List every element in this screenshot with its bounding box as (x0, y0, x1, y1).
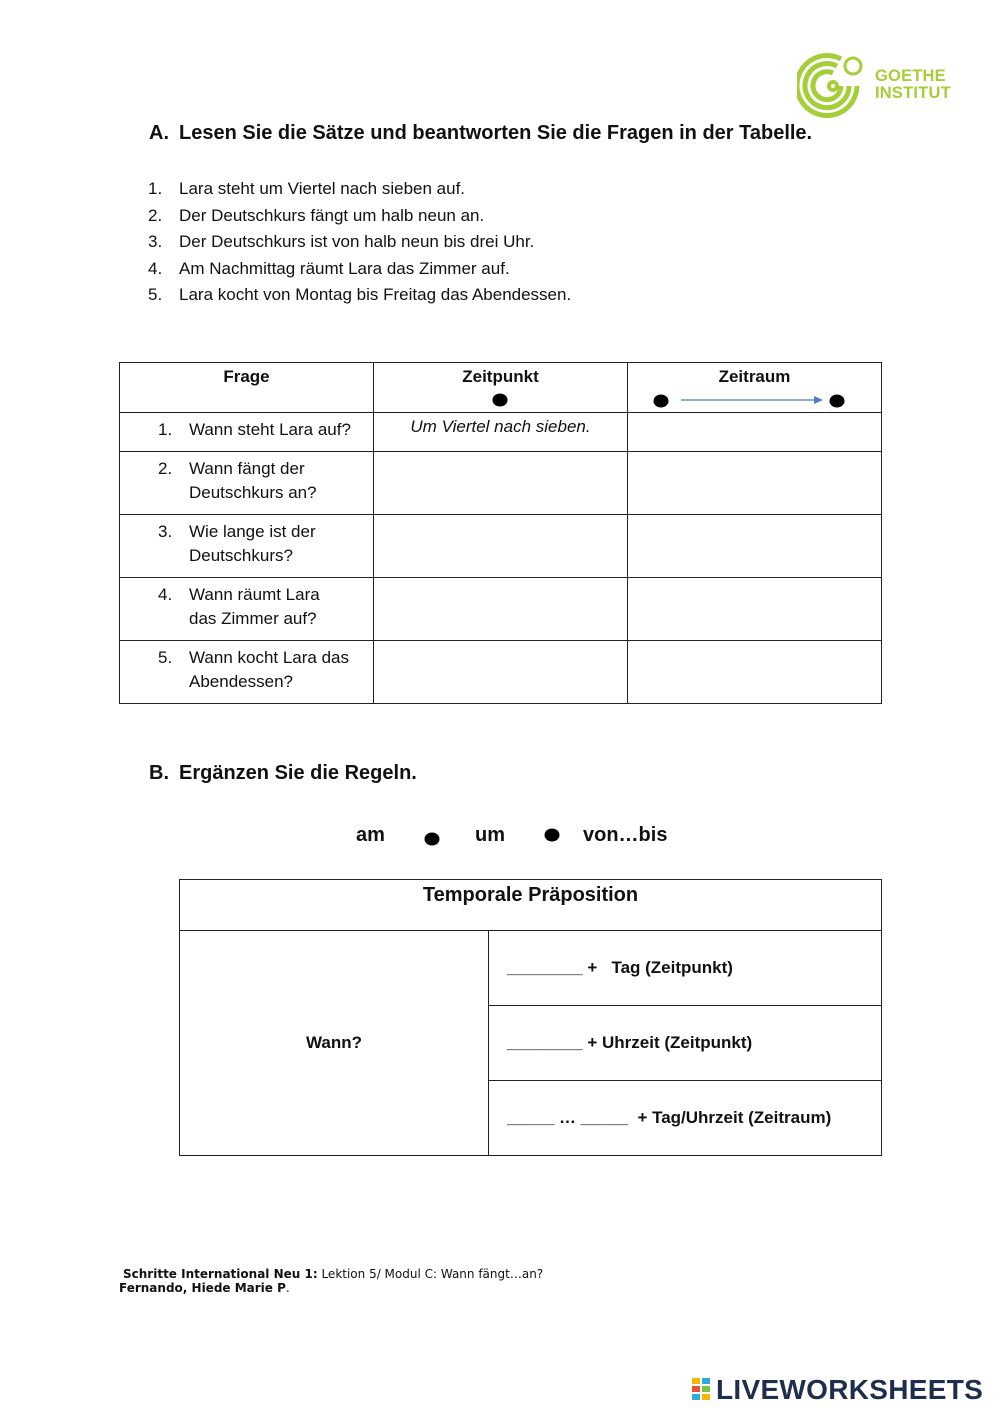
zeitpunkt-answer[interactable] (374, 515, 628, 578)
header-zeitraum-label: Zeitraum (718, 367, 791, 386)
header-zeitpunkt (374, 363, 628, 413)
footer-line-1 (119, 1267, 543, 1281)
rule-um[interactable]: ________ + Uhrzeit (Zeitpunkt) (489, 1006, 882, 1081)
question-number: 4. (158, 585, 173, 604)
section-b-title: Ergänzen Sie die Regeln. (179, 762, 417, 784)
rule-am[interactable]: ________ + Tag (Zeitpunkt) (489, 931, 882, 1006)
logo-line-2: INSTITUT (875, 84, 951, 102)
footer-book: Schritte International Neu 1: (123, 1267, 318, 1281)
sentence-number: 3. (148, 232, 163, 251)
list-item (148, 205, 748, 232)
question-text: Wann fängt der Deutschkurs an? (189, 459, 317, 502)
table-row (120, 641, 882, 704)
footer-author: Fernando, Hiede Marie P (119, 1281, 286, 1295)
goethe-institut-logo (797, 52, 957, 120)
sentence-text: Der Deutschkurs fängt um halb neun an. (179, 205, 485, 225)
rule-von-bis[interactable]: _____ … _____ + Tag/Uhrzeit (Zeitraum) (489, 1081, 882, 1156)
question-cell (120, 452, 374, 515)
wann-cell: Wann? (180, 931, 489, 1156)
sentence-number: 2. (148, 205, 163, 225)
dot-separator-icon (544, 827, 562, 843)
sentence-list (148, 178, 748, 311)
section-b-heading (149, 762, 649, 788)
goethe-wordmark (875, 68, 951, 102)
question-cell (120, 413, 374, 452)
point-dot-icon (374, 391, 628, 411)
liveworksheets-blocks-icon (692, 1378, 714, 1406)
question-number: 1. (158, 420, 173, 439)
header-frage-label: Frage (223, 367, 270, 386)
rules-title-cell (180, 880, 882, 931)
sentence-text: Am Nachmittag räumt Lara das Zimmer auf. (179, 258, 510, 278)
header-zeitpunkt-label: Zeitpunkt (462, 367, 539, 386)
table-row (120, 578, 882, 641)
question-number: 2. (158, 459, 173, 478)
question-number: 5. (158, 648, 173, 667)
footer-credits (119, 1267, 543, 1295)
rules-title-row (180, 880, 882, 931)
zeitpunkt-answer[interactable]: Um Viertel nach sieben. (374, 413, 628, 452)
header-zeitraum (628, 363, 882, 413)
footer-line-2 (119, 1281, 543, 1295)
section-a-title: Lesen Sie die Sätze und beantworten Sie die Fragen in der Tabelle. (179, 122, 813, 144)
question-text: Wann steht Lara auf? (189, 420, 351, 439)
footer-lesson: Lektion 5/ Modul C: Wann fängt…an? (317, 1267, 544, 1281)
list-item (148, 258, 748, 285)
preposition-am[interactable]: am (356, 824, 385, 846)
zeitraum-answer[interactable] (628, 641, 882, 704)
sentence-text: Lara kocht von Montag bis Freitag das Abendessen. (179, 285, 572, 304)
question-table (119, 362, 882, 704)
preposition-um[interactable]: um (475, 824, 505, 846)
table-row (120, 413, 882, 452)
sentence-text: Lara steht um Viertel nach sieben auf. (179, 179, 466, 198)
question-cell (120, 578, 374, 641)
zeitpunkt-answer[interactable] (374, 578, 628, 641)
rules-title: Temporale Präposition (422, 884, 639, 906)
question-number: 3. (158, 522, 173, 541)
sentence-text: Der Deutschkurs ist von halb neun bis drei Uhr. (179, 232, 535, 251)
dot-separator-icon (424, 831, 442, 847)
section-b-letter: B. (149, 762, 169, 784)
goethe-logo-icon (797, 52, 869, 120)
zeitpunkt-answer[interactable] (374, 641, 628, 704)
list-item (148, 178, 748, 205)
question-text: Wann kocht Lara das Abendessen? (189, 648, 350, 691)
table-row (120, 515, 882, 578)
zeitraum-answer[interactable] (628, 515, 882, 578)
question-cell (120, 515, 374, 578)
footer-author-suffix: . (285, 1281, 290, 1295)
rules-table (179, 879, 882, 1156)
zeitraum-answer[interactable] (628, 452, 882, 515)
question-text: Wie lange ist der Deutschkurs? (189, 522, 316, 565)
zeitraum-answer[interactable] (628, 413, 882, 452)
logo-line-1: GOETHE (875, 67, 946, 85)
section-a-heading (149, 122, 909, 148)
table-row (120, 452, 882, 515)
header-frage (120, 363, 374, 413)
sentence-number: 4. (148, 258, 163, 278)
zeitraum-answer[interactable] (628, 578, 882, 641)
timespan-arrow-icon (628, 391, 882, 411)
table-header-row (120, 363, 882, 413)
list-item (148, 231, 748, 258)
section-a-letter: A. (149, 122, 169, 144)
list-item (148, 284, 748, 311)
liveworksheets-wordmark: LIVEWORKSHEETS (716, 1374, 984, 1405)
preposition-von-bis[interactable]: von…bis (583, 824, 668, 846)
table-row (180, 931, 882, 1006)
sentence-number: 5. (148, 285, 163, 304)
zeitpunkt-answer[interactable] (374, 452, 628, 515)
question-cell (120, 641, 374, 704)
question-text: Wann räumt Lara das Zimmer auf? (189, 585, 320, 628)
sentence-number: 1. (148, 179, 163, 198)
preposition-word-bank (340, 822, 700, 852)
